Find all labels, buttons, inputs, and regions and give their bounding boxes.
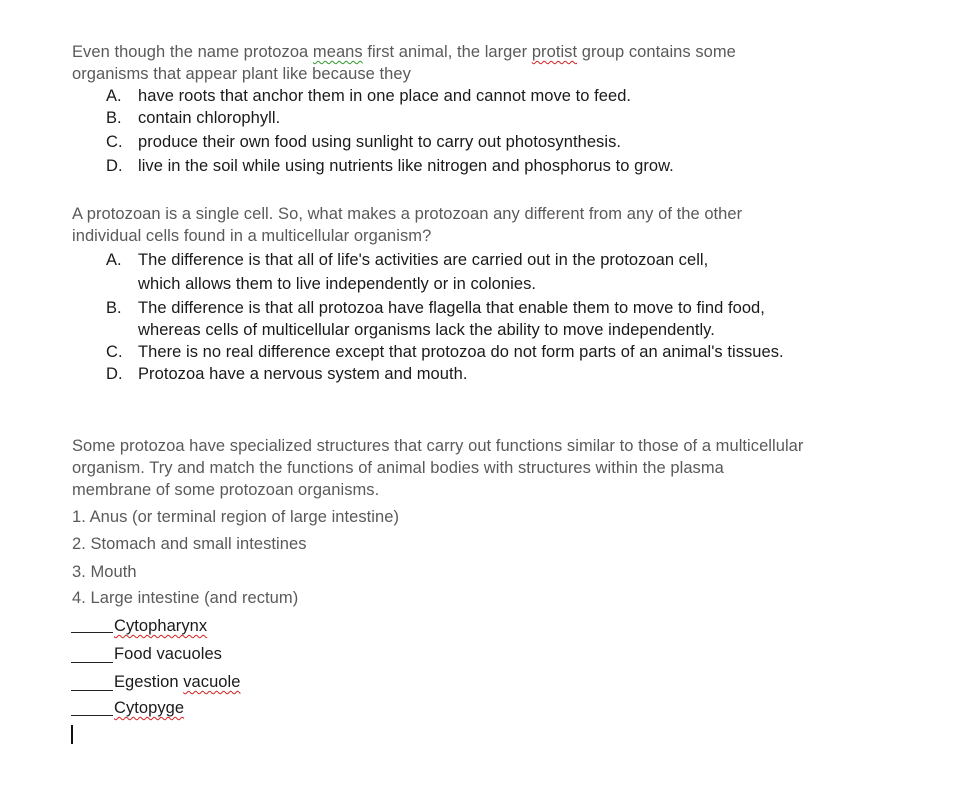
q1-stem-word-protist[interactable]: protist [531, 43, 578, 61]
q1-option-label: A. [106, 87, 122, 105]
function-item-1: 1. Anus (or terminal region of large intestine) [72, 508, 400, 526]
structure-item-1 [114, 615, 207, 637]
q1-option-text: contain chlorophyll. [138, 109, 281, 127]
q2-option-label: D. [106, 365, 123, 383]
q1-stem-text-a: Even though the name protozoa [72, 43, 313, 61]
q1-option-label: B. [106, 109, 122, 127]
q2-stem-line2: individual cells found in a multicellular organism? [72, 227, 432, 245]
structure-item-3 [114, 671, 240, 693]
q2-option-text: whereas cells of multicellular organisms lack the ability to move independently. [138, 321, 715, 339]
q2-option-label: A. [106, 251, 122, 269]
q1-option-label: C. [106, 133, 123, 151]
q1-option-label: D. [106, 157, 123, 175]
q1-stem-line1 [72, 41, 736, 63]
q2-option-text: There is no real difference except that protozoa do not form parts of an animal's tissues. [138, 343, 784, 361]
q2-option-text: The difference is that all of life's activities are carried out in the protozoan cell, [138, 251, 709, 269]
text-cursor [71, 725, 73, 744]
function-item-3: 3. Mouth [72, 563, 137, 581]
structure-text: Egestion [114, 673, 184, 691]
structure-word-cytopharynx[interactable]: Cytopharynx [114, 617, 208, 635]
answer-blank-4[interactable] [71, 715, 113, 716]
answer-blank-3[interactable] [71, 690, 113, 691]
q2-option-text: The difference is that all protozoa have flagella that enable them to move to find food, [138, 299, 765, 317]
structure-word-vacuole[interactable]: vacuole [183, 673, 241, 691]
structure-item-2: Food vacuoles [114, 645, 222, 663]
answer-blank-1[interactable] [71, 632, 113, 633]
q1-stem-line2: organisms that appear plant like because they [72, 65, 411, 83]
structure-item-4 [114, 697, 184, 719]
q1-stem-word-means[interactable]: means [312, 43, 363, 61]
q3-stem-line2: organism. Try and match the functions of animal bodies with structures within the plasma [72, 459, 724, 477]
q2-option-label: B. [106, 299, 122, 317]
q3-stem-line1: Some protozoa have specialized structures that carry out functions similar to those of a multicellular [72, 437, 804, 455]
q1-option-text: produce their own food using sunlight to carry out photosynthesis. [138, 133, 621, 151]
q2-option-text: which allows them to live independently or in colonies. [138, 275, 537, 293]
q3-stem-line3: membrane of some protozoan organisms. [72, 481, 380, 499]
function-item-4: 4. Large intestine (and rectum) [72, 589, 299, 607]
q1-stem-text-c: group contains some [577, 43, 736, 61]
answer-blank-2[interactable] [71, 662, 113, 663]
structure-word-cytopyge[interactable]: Cytopyge [114, 699, 185, 717]
q2-option-text: Protozoa have a nervous system and mouth. [138, 365, 468, 383]
q1-stem-text-b: first animal, the larger [362, 43, 532, 61]
q2-option-label: C. [106, 343, 123, 361]
q1-option-text: live in the soil while using nutrients like nitrogen and phosphorus to grow. [138, 157, 674, 175]
q2-stem-line1: A protozoan is a single cell. So, what makes a protozoan any different from any of the other [72, 205, 743, 223]
function-item-2: 2. Stomach and small intestines [72, 535, 307, 553]
q1-option-text: have roots that anchor them in one place and cannot move to feed. [138, 87, 632, 105]
